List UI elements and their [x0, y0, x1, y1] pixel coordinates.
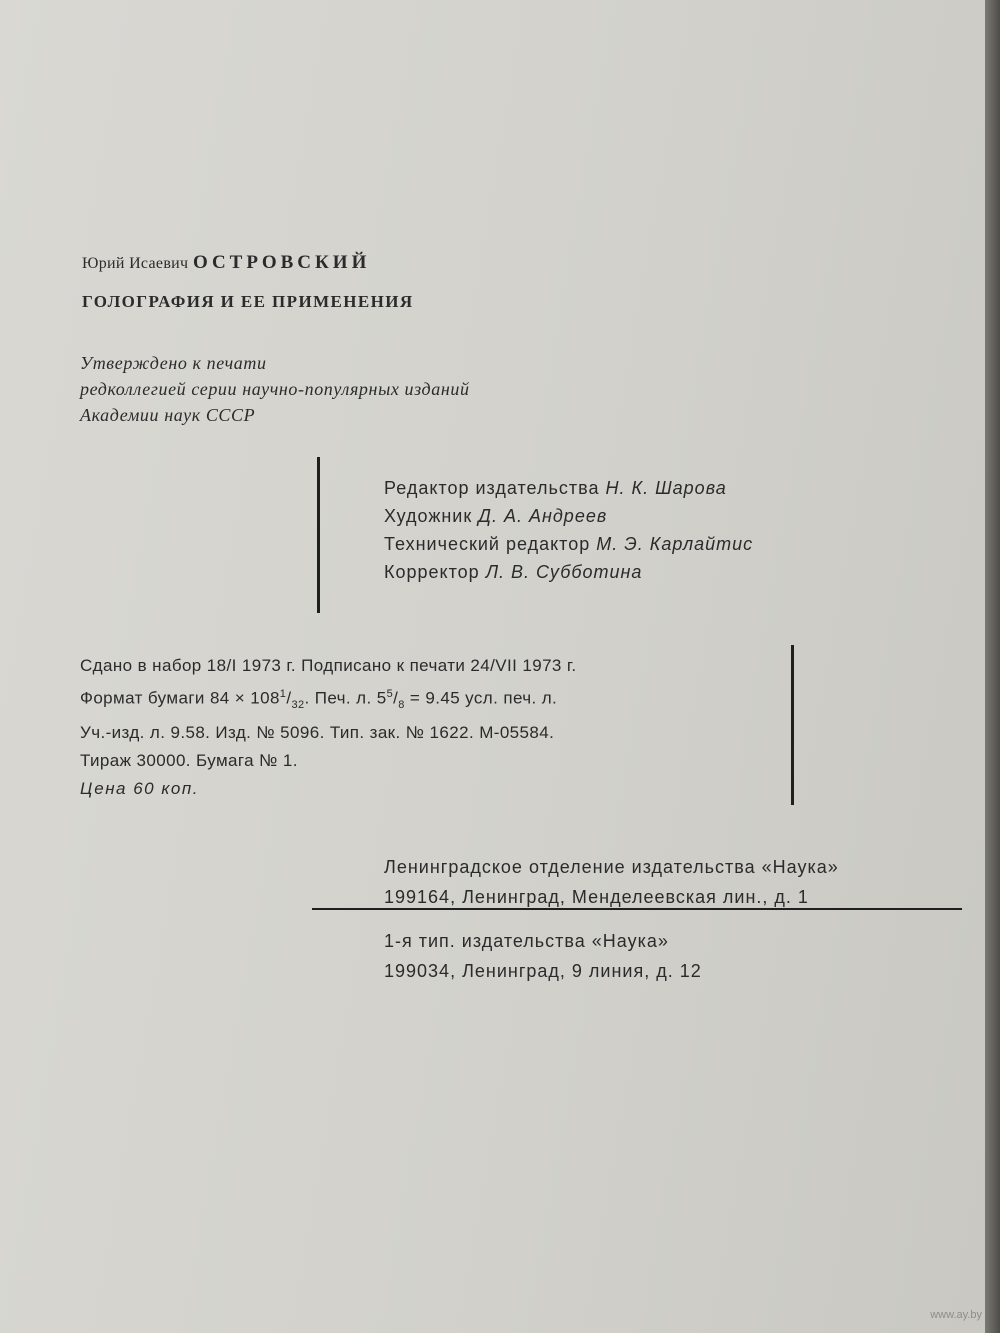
approval-line: Академии наук СССР — [80, 405, 256, 425]
format-fraction-numerator: 1 — [279, 688, 287, 700]
format-sheets: . Печ. л. 5 — [304, 688, 387, 708]
staff-role: Художник — [384, 506, 473, 526]
staff-role: Редактор издательства — [384, 478, 600, 498]
author-line — [82, 252, 370, 274]
author-given-names: Юрий Исаевич — [82, 255, 189, 272]
details-price: Цена 60 коп. — [80, 779, 199, 799]
staff-row — [384, 530, 753, 558]
format-prefix: Формат бумаги 84 × 108 — [80, 688, 280, 708]
staff-row — [384, 502, 753, 530]
printing-details — [80, 652, 577, 803]
details-dates: Сдано в набор 18/I 1973 г. Подписано к печати 24/VII 1973 г. — [80, 656, 577, 675]
staff-row — [384, 474, 753, 502]
details-format: Формат бумаги $84 \times 108^1/_{32}$. Печ. л. $5^5/_8 = 9.45$ усл. печ. л. — [80, 688, 558, 712]
site-watermark: www.ay.by — [930, 1309, 982, 1321]
book-title: ГОЛОГРАФИЯ И ЕЕ ПРИМЕНЕНИЯ — [82, 292, 414, 311]
printer-name: 1-я тип. издательства «Наука» — [384, 931, 669, 951]
details-print-run: Тираж 30000. Бумага № 1. — [80, 751, 298, 771]
printer-street: 199034, Ленинград, 9 линия, д. 12 — [384, 961, 702, 981]
details-vertical-rule — [791, 645, 794, 805]
staff-row — [384, 558, 753, 586]
approval-note — [80, 350, 470, 428]
publisher-address — [384, 852, 839, 912]
details-order: Уч.-изд. л. 9.58. Изд. № 5096. Тип. зак. № 1622. М-05584. — [80, 723, 555, 743]
book-cover-edge — [985, 0, 1000, 1333]
publisher-horizontal-rule — [312, 908, 962, 910]
staff-name: Л. В. Субботина — [485, 562, 643, 582]
staff-vertical-rule — [317, 457, 320, 613]
staff-role: Технический редактор — [384, 534, 591, 554]
format-suffix: = 9.45 усл. печ. л. — [404, 688, 558, 708]
sheets-fraction-numerator: 5 — [386, 688, 394, 700]
author-surname: ОСТРОВСКИЙ — [192, 252, 371, 273]
approval-line: редколлегией серии научно-популярных изданий — [80, 379, 470, 399]
staff-role: Корректор — [384, 562, 480, 582]
publisher-street: 199164, Ленинград, Менделеевская лин., д. 1 — [384, 887, 809, 907]
staff-name: М. Э. Карлайтис — [596, 534, 754, 554]
publisher-name: Ленинградское отделение издательства «Наука» — [384, 857, 839, 877]
sheets-fraction-denominator: 8 — [398, 699, 405, 712]
staff-name: Д. А. Андреев — [478, 506, 608, 526]
approval-line: Утверждено к печати — [80, 353, 267, 373]
staff-list — [384, 474, 753, 586]
printer-address — [384, 926, 702, 986]
staff-name: Н. К. Шарова — [605, 478, 727, 498]
format-fraction-denominator: 32 — [291, 699, 305, 712]
